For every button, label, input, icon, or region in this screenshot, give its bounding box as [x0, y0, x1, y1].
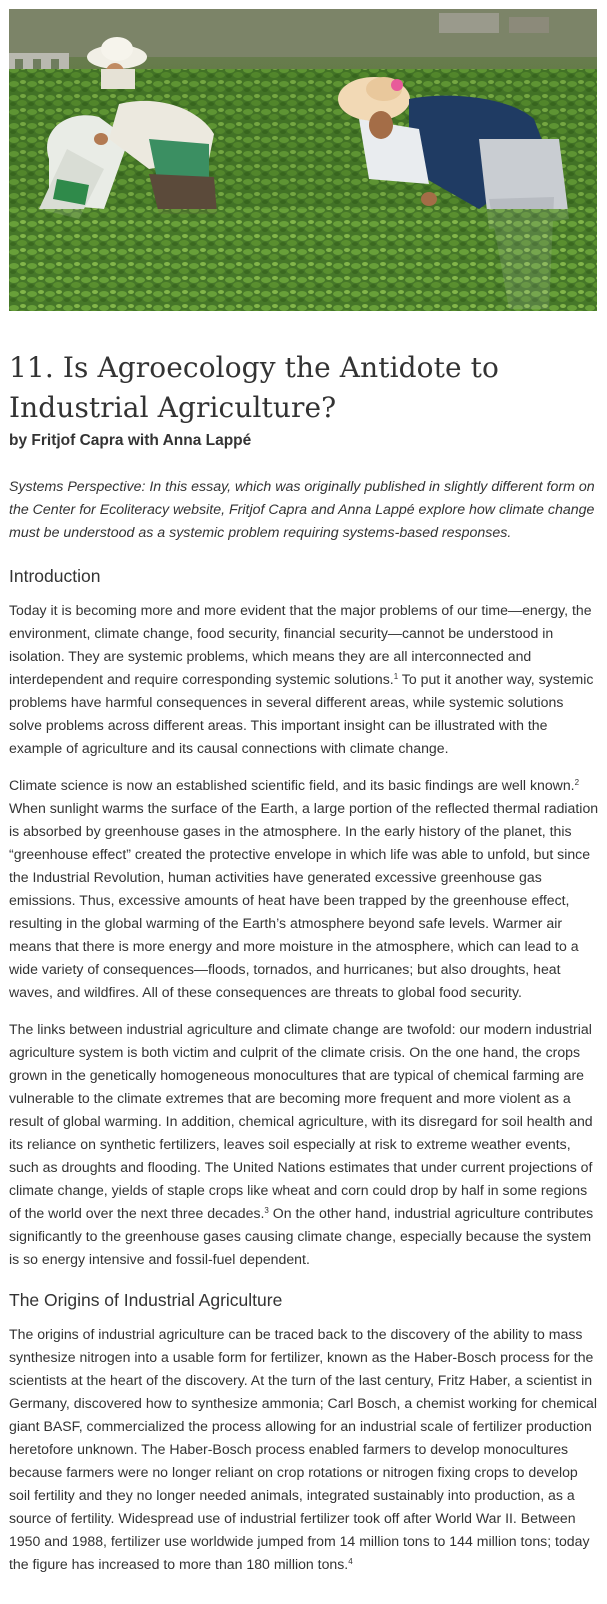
- paragraph: Today it is becoming more and more evident that the major problems of our time—energy, the environment, climate change, food security, financial security—cannot be understood in isolation. They are systemic problems, which means they are all interconnected and interdependent and require corresponding systemic solutions.$^1$ To put it another way, systemic problems have harmful consequences in several different areas, while systemic solutions solve problems across different areas. This important insight can be illustrated with the example of agriculture and its causal connections with climate change.: [9, 602, 594, 756]
- section-heading-introduction: Introduction: [9, 566, 101, 586]
- title-block: [9, 348, 597, 452]
- hero-image: [9, 9, 597, 311]
- article-byline: by Fritjof Capra with Anna Lappé: [9, 432, 252, 449]
- footnote-ref[interactable]: 2: [574, 778, 580, 787]
- farm-workers-photo: [9, 9, 597, 311]
- paragraph: The links between industrial agriculture and climate change are twofold: our modern industrial agriculture system is both victim and culprit of the climate crisis. On the one hand, the crops grown in the genetically homogeneous monocultures that are typical of chemical farming are vulnerable to the climate extremes that are becoming more frequent and more violent as a result of global warming. In addition, chemical agriculture, with its disregard for soil health and its reliance on synthetic fertilizers, leaves soil especially at risk to extreme weather events, such as droughts and flooding. The United Nations estimates that under current projections of climate change, yields of staple crops like wheat and corn could drop by half in some regions of the world over the next three decades.$^3$ On the other hand, industrial agriculture contributes significantly to the greenhouse gases causing climate change, especially because the system is so energy intensive and fossil-fuel dependent.: [9, 1021, 594, 1267]
- section-heading-origins: The Origins of Industrial Agriculture: [9, 1290, 283, 1310]
- footnote-ref[interactable]: 4: [348, 1557, 353, 1566]
- paragraph: The origins of industrial agriculture can be traced back to the discovery of the ability to mass synthesize nitrogen into a usable form for fertilizer, known as the Haber-Bosch process for the scientists at the heart of the discovery. At the turn of the last century, Fritz Haber, a scientist in Germany, discovered how to synthesize ammonia; Carl Bosch, a chemist working for chemical giant BASF, commercialized the process allowing for an industrial scale of fertilizer production heretofore unknown. The Haber-Bosch process enabled farmers to develop monocultures because farmers were no longer reliant on crop rotations or nitrogen fixing crops to develop soil fertility and they no longer needed animals, integrated sustainably into production, as a source of fertility. Widespread use of industrial fertilizer took off after World War II. Between 1950 and 1988, fertilizer use worldwide jumped from 14 million tons to 144 million tons; today the figure has increased to more than 180 million tons.$^4$: [9, 1326, 597, 1572]
- systems-perspective-intro: Systems Perspective: In this essay, which was originally published in slightly different form on the Center for Ecoliteracy website, Fritjof Capra and Anna Lappé explore how climate change must be understood as a systemic problem requiring systems-based responses.: [9, 479, 595, 541]
- paragraph: Climate science is now an established scientific field, and its basic findings are well known.$^2$ When sunlight warms the surface of the Earth, a large portion of the reflected thermal radiation is absorbed by greenhouse gases in the atmosphere. In the early history of the planet, this “greenhouse effect” created the protective envelope in which life was able to unfold, but since the Industrial Revolution, human activities have generated excessive greenhouse gas emissions. Thus, excessive amounts of heat have been trapped by the greenhouse effect, resulting in the global warming of the Earth’s atmosphere beyond safe levels. Warmer air means that there is more energy and more moisture in the atmosphere, which can lead to a wide variety of consequences—floods, tornados, and hurricanes; but also droughts, heat waves, and wildfires. All of these consequences are threats to global food security.: [9, 777, 599, 1000]
- footnote-ref[interactable]: 3: [264, 1206, 269, 1215]
- article-content: [9, 476, 599, 1576]
- footnote-ref[interactable]: 1: [393, 672, 399, 681]
- article-title: 11. Is Agroecology the Antidote to Industrial Agriculture?: [9, 351, 499, 424]
